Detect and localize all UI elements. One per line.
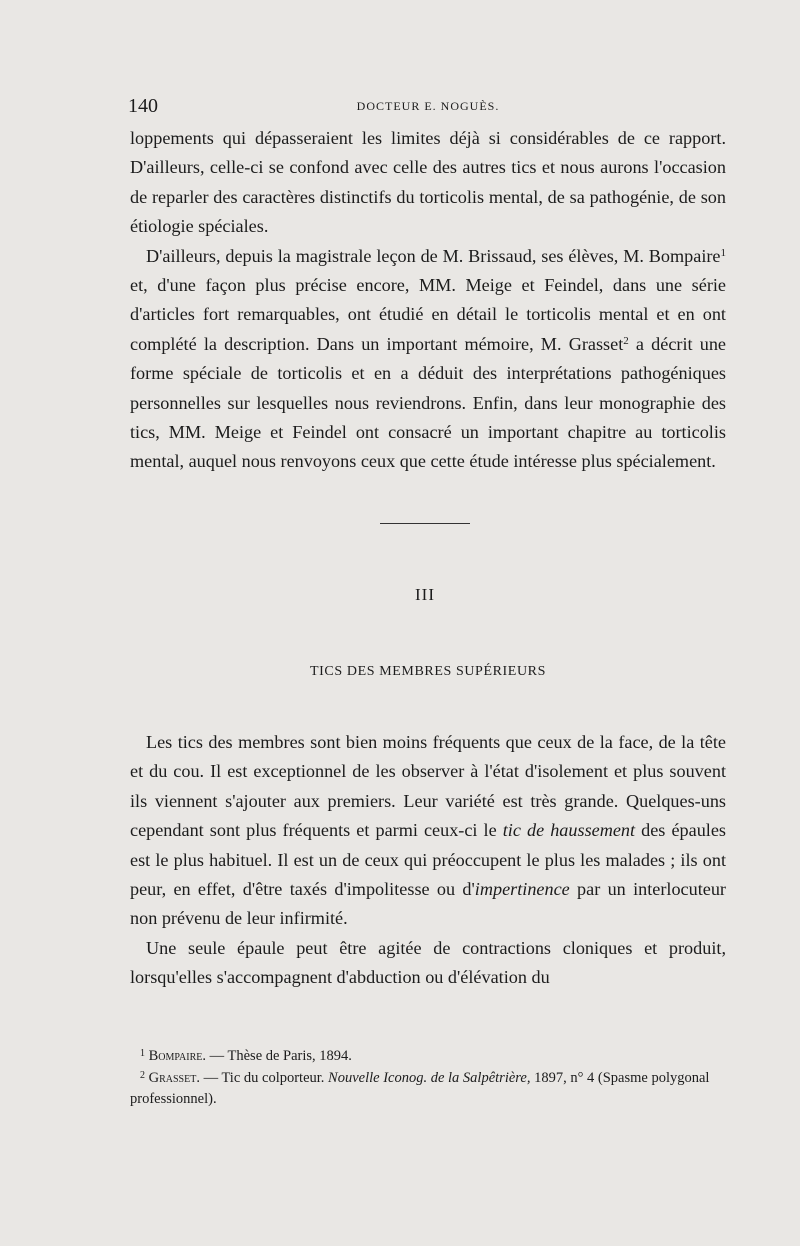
text-run: Les tics des membres sont bien moins fréquents que ceux de la face, de la tête et du cou. Il est exceptionnel de les observer à l'état d'isolement et plus souvent ils viennent s'ajouter aux premiers. Leur variété est très grande. Quelques-uns cependant sont plus fréquents et parmi ceux-ci le: [130, 732, 726, 841]
footnote-text: — Tic du colporteur.: [199, 1069, 329, 1086]
footnote-ref-1: 1: [720, 246, 726, 259]
running-head: DOCTEUR E. NOGUÈS.: [356, 99, 500, 113]
page-number: 140: [128, 95, 158, 117]
paragraph: loppements qui dépasseraient les limites déjà si considérables de ce rapport. D'ailleurs, celle-ci se confond avec celle des autres tics et nous aurons l'occasion de reparler des caractères distinctifs du torticolis mental, de sa pathogénie, de son étiologie spéciales.: [130, 128, 726, 237]
paragraph: [130, 242, 726, 477]
footnote-text: — Thèse de Paris, 1894.: [206, 1048, 352, 1064]
italic-term: impertinence: [474, 879, 570, 900]
footnote-author: Bompaire.: [148, 1048, 207, 1064]
paragraph: Une seule épaule peut être agitée de contractions cloniques et produit, lorsqu'elles s'accompagnent d'abduction ou d'élévation du: [130, 937, 726, 988]
footnote-marker: 2: [140, 1069, 145, 1081]
italic-term: tic de haussement: [502, 820, 636, 841]
section-number: III: [415, 585, 435, 604]
text-run: et, d'une façon plus précise encore, MM. Meige et Feindel, dans une série d'articles fort remarquables, ont étudié en détail le torticolis mental et en ont complété la description. Dans un important mémoire, M. Grasset: [130, 275, 726, 354]
text-run: par un interlocuteur non prévenu de leur infirmité.: [130, 879, 726, 929]
footnote-marker: 1: [140, 1048, 145, 1059]
footnote-ref-2: 2: [623, 334, 629, 347]
section-divider: [380, 523, 470, 524]
footnote-2: [130, 1068, 726, 1111]
body-text-block-1: [130, 124, 726, 477]
page-header: [128, 96, 728, 116]
text-run: des épaules est le plus habituel. Il est un de ceux qui préoccupent le plus les malades ; ils ont peur, en effet, d'être taxés d'impolitesse ou d': [130, 820, 726, 900]
section-title: TICS DES MEMBRES SUPÉRIEURS: [310, 664, 546, 679]
footnotes: [130, 1046, 726, 1111]
paragraph: [130, 728, 726, 934]
footnote-journal: Nouvelle Iconog. de la Salpêtrière,: [328, 1069, 531, 1086]
text-run: a décrit une forme spéciale de torticolis et en a déduit des interprétations pathogéniques personnelles sur lesquelles nous reviendrons. Enfin, dans leur monographie des tics, MM. Meige et Feindel ont consacré un important chapitre au torticolis mental, auquel nous renvoyons ceux que cette étude intéresse plus spécialement.: [130, 333, 726, 472]
footnote-text: 1897, n° 4 (Spasme polygonal professionnel).: [130, 1069, 710, 1107]
footnote-1: [130, 1046, 726, 1068]
body-text-block-2: [130, 728, 726, 993]
text-run: D'ailleurs, depuis la magistrale leçon de M. Brissaud, ses élèves, M. Bompaire: [146, 245, 721, 266]
footnote-author: Grasset.: [148, 1069, 200, 1086]
